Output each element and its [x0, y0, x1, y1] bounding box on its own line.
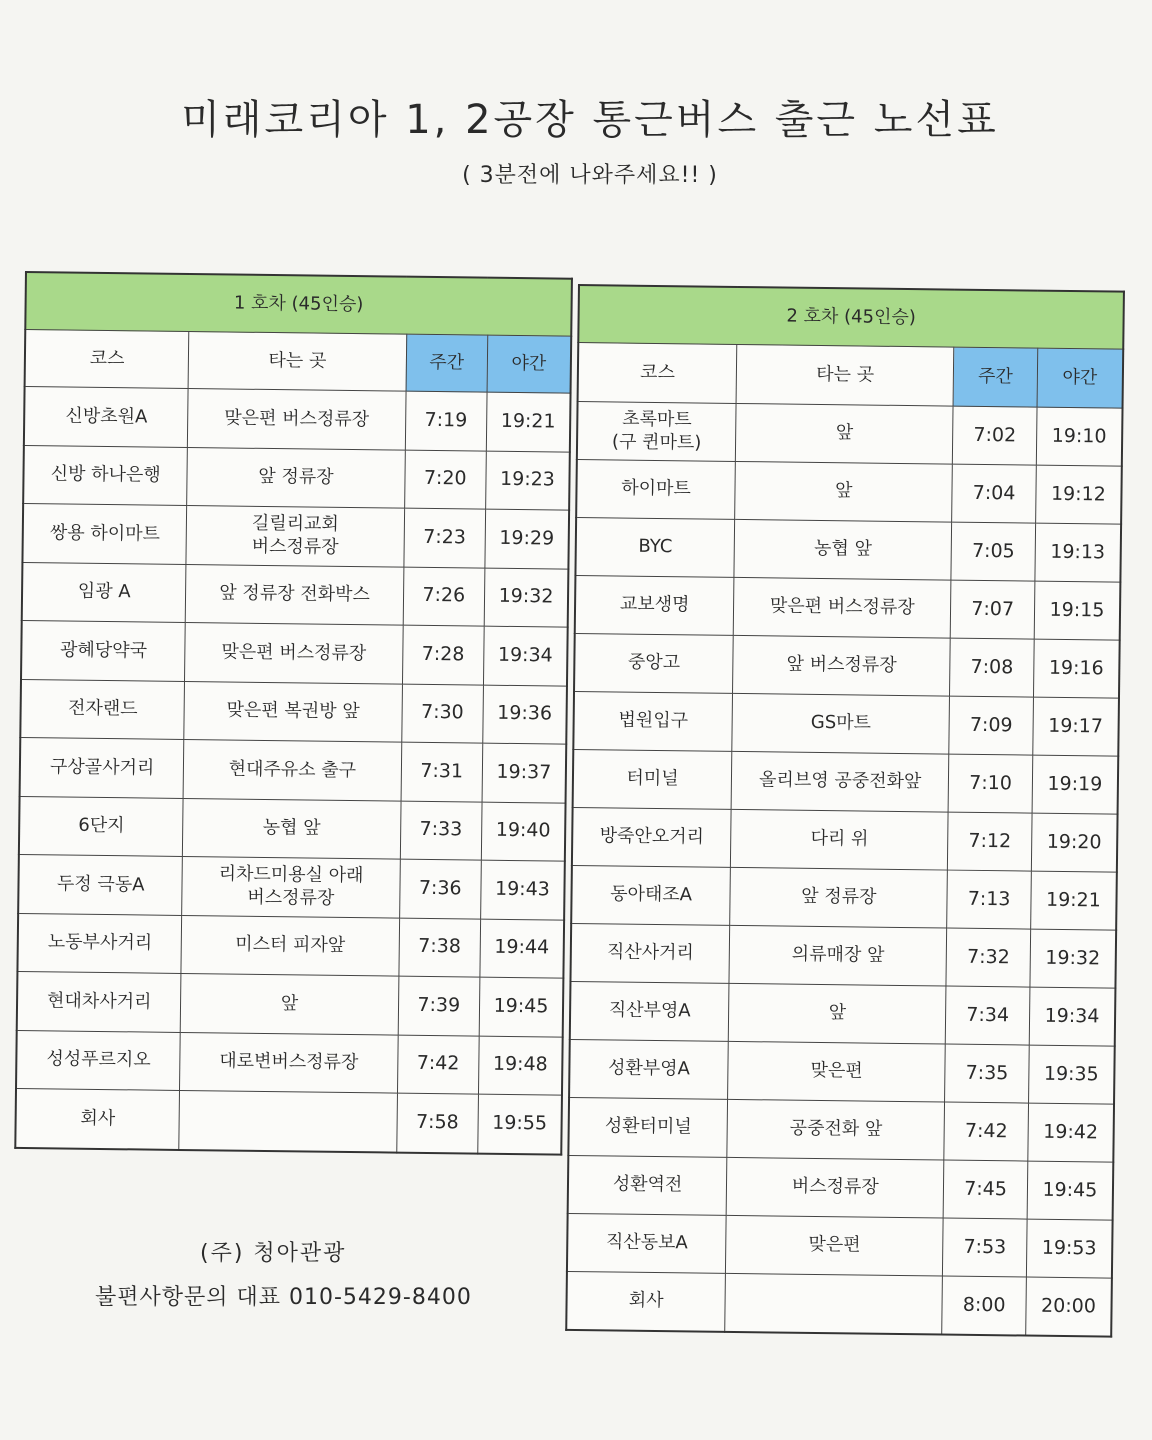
night-time-cell: 19:36 [483, 685, 567, 745]
stop-cell: 맞은편 버스정류장 [188, 389, 406, 450]
day-time-cell: 7:45 [943, 1160, 1027, 1219]
table-row [568, 1097, 1114, 1162]
table-row [577, 402, 1123, 467]
bus2-header: 2 호차 (45인승) [578, 285, 1124, 349]
stop-cell: 미스터 피자앞 [181, 915, 399, 976]
table-row [571, 865, 1117, 930]
night-time-cell: 19:13 [1035, 523, 1121, 582]
night-time-cell: 19:32 [1030, 929, 1116, 988]
course-cell: 전자랜드 [20, 679, 185, 739]
course-cell: BYC [575, 517, 734, 577]
night-time-cell: 19:29 [485, 509, 569, 569]
table-row [570, 923, 1116, 988]
stop-cell: 의류매장 앞 [729, 925, 947, 986]
course-cell: 성환터미널 [568, 1097, 727, 1157]
night-time-cell: 20:00 [1026, 1277, 1112, 1337]
stop-cell: 길릴리교회 버스정류장 [186, 505, 404, 566]
day-time-cell: 7:02 [953, 406, 1037, 465]
column-course: 코스 [25, 330, 190, 389]
course-cell: 회사 [15, 1088, 180, 1149]
stop-cell: 대로변버스정류장 [180, 1032, 398, 1093]
page-subtitle: ( 3분전에 나와주세요!! ) [462, 163, 718, 188]
day-time-cell: 7:07 [951, 580, 1035, 639]
stop-cell: 맞은편 복권방 앞 [184, 681, 402, 742]
table-row [17, 971, 564, 1036]
night-time-cell: 19:32 [484, 568, 568, 628]
course-cell: 신방초원A [24, 387, 189, 447]
stop-cell: 리차드미용실 아래 버스정류장 [182, 856, 400, 917]
day-time-cell: 7:13 [947, 870, 1031, 929]
table-row [22, 562, 569, 627]
night-time-cell: 19:48 [478, 1036, 562, 1096]
course-cell: 직산동보A [567, 1213, 726, 1273]
stop-cell: 맞은편 버스정류장 [185, 622, 403, 683]
day-time-cell: 7:35 [945, 1044, 1029, 1103]
stop-cell: 앞 [728, 983, 946, 1044]
table-row [570, 981, 1116, 1046]
table-row [15, 1088, 562, 1154]
column-night: 야간 [1037, 348, 1123, 408]
stop-cell: 맞은편 버스정류장 [733, 577, 951, 638]
day-time-cell: 7:20 [404, 450, 486, 509]
day-time-cell: 7:12 [948, 812, 1032, 871]
column-stop: 타는 곳 [188, 332, 406, 392]
stop-cell: 맞은편 [728, 1041, 946, 1102]
course-cell: 두정 극동A [18, 854, 183, 914]
course-cell: 초록마트 (구 퀸마트) [577, 402, 736, 462]
day-time-cell: 7:31 [401, 742, 483, 801]
table-row [16, 1030, 563, 1095]
table-row [21, 620, 568, 685]
night-time-cell: 19:45 [479, 977, 563, 1037]
night-time-cell: 19:55 [478, 1094, 562, 1154]
column-course: 코스 [578, 343, 737, 404]
night-time-cell: 19:42 [1028, 1103, 1114, 1162]
bus1-header: 1 호차 (45인승) [25, 272, 572, 336]
course-cell: 직산사거리 [570, 923, 729, 983]
day-time-cell: 7:08 [950, 638, 1034, 697]
day-time-cell: 7:34 [946, 986, 1030, 1045]
column-day: 주간 [953, 347, 1037, 407]
night-time-cell: 19:16 [1033, 639, 1119, 698]
day-time-cell: 7:04 [952, 464, 1036, 523]
course-cell: 중앙고 [574, 633, 733, 693]
column-stop: 타는 곳 [736, 344, 954, 406]
day-time-cell: 7:23 [403, 508, 485, 567]
day-time-cell: 7:32 [946, 928, 1030, 987]
day-time-cell: 7:05 [951, 522, 1035, 581]
stop-cell: 올리브영 공중전화앞 [731, 751, 949, 812]
column-day: 주간 [406, 334, 488, 392]
course-cell: 성환역전 [568, 1155, 727, 1215]
course-cell: 교보생명 [575, 575, 734, 635]
day-time-cell: 7:58 [396, 1093, 478, 1153]
night-time-cell: 19:37 [482, 743, 566, 803]
stop-cell: 현대주유소 출구 [183, 739, 401, 800]
day-time-cell: 7:26 [403, 567, 485, 626]
night-time-cell: 19:15 [1034, 581, 1120, 640]
night-time-cell: 19:20 [1031, 813, 1117, 872]
day-time-cell: 7:19 [405, 391, 487, 450]
course-cell: 현대차사거리 [17, 971, 182, 1031]
stop-cell: GS마트 [732, 693, 950, 754]
course-cell: 성성푸르지오 [16, 1030, 181, 1090]
course-cell: 쌍용 하이마트 [22, 503, 187, 563]
table-row [576, 459, 1122, 524]
table-row [22, 503, 569, 568]
stop-cell: 앞 [736, 403, 954, 464]
course-cell: 광혜당약국 [21, 620, 186, 680]
table-row [19, 796, 566, 861]
stop-cell: 맞은편 [726, 1215, 944, 1276]
table-row [566, 1271, 1112, 1336]
course-cell: 6단지 [19, 796, 184, 856]
table-row [574, 633, 1120, 698]
stop-cell: 다리 위 [731, 809, 949, 870]
table-row [569, 1039, 1115, 1104]
night-time-cell: 19:21 [486, 392, 570, 452]
day-time-cell: 7:38 [398, 918, 480, 977]
night-time-cell: 19:12 [1035, 465, 1121, 524]
course-cell: 노동부사거리 [17, 913, 182, 973]
night-time-cell: 19:53 [1026, 1219, 1112, 1278]
course-cell: 성환부영A [569, 1039, 728, 1099]
page-title: 미래코리아 1, 2공장 통근버스 출근 노선표 [181, 97, 999, 143]
bus1-rows [15, 387, 570, 1155]
stop-cell: 농협 앞 [734, 519, 952, 580]
table-row [20, 679, 567, 744]
course-cell: 회사 [566, 1271, 725, 1331]
course-cell: 하이마트 [576, 459, 735, 519]
night-time-cell: 19:21 [1031, 871, 1117, 930]
course-cell: 방죽안오거리 [572, 807, 731, 867]
day-time-cell: 7:10 [948, 754, 1032, 813]
day-time-cell: 7:36 [399, 859, 481, 918]
night-time-cell: 19:43 [481, 860, 565, 920]
company-name: (주) 청아관광 [200, 1241, 347, 1266]
night-time-cell: 19:17 [1033, 697, 1119, 756]
course-cell: 임광 A [22, 562, 187, 622]
night-time-cell: 19:34 [483, 626, 567, 686]
night-time-cell: 19:19 [1032, 755, 1118, 814]
course-cell: 터미널 [573, 749, 732, 809]
stop-cell: 앞 버스정류장 [733, 635, 951, 696]
night-time-cell: 19:45 [1027, 1161, 1113, 1220]
day-time-cell: 7:33 [400, 801, 482, 860]
day-time-cell: 7:09 [949, 696, 1033, 755]
stop-cell: 앞 [181, 973, 399, 1034]
table-row [17, 913, 564, 978]
table-row [24, 387, 571, 452]
day-time-cell: 7:42 [944, 1102, 1028, 1161]
column-night: 야간 [487, 335, 571, 393]
table-row [573, 691, 1119, 756]
course-cell: 법원입구 [573, 691, 732, 751]
table-row [20, 737, 567, 802]
course-cell: 동아태조A [571, 865, 730, 925]
day-time-cell: 7:42 [397, 1035, 479, 1094]
course-cell: 구상골사거리 [20, 737, 185, 797]
course-cell: 직산부영A [570, 981, 729, 1041]
contact-info: 불편사항문의 대표 010-5429-8400 [95, 1285, 472, 1310]
stop-cell: 앞 정류장 전화박스 [186, 564, 404, 625]
table-row [572, 807, 1118, 872]
table-row [567, 1213, 1113, 1278]
day-time-cell: 8:00 [942, 1276, 1026, 1336]
table-row [575, 517, 1121, 582]
day-time-cell: 7:39 [398, 976, 480, 1035]
stop-cell: 농협 앞 [183, 798, 401, 859]
night-time-cell: 19:23 [486, 451, 570, 511]
table-row [18, 854, 565, 919]
stop-cell: 앞 정류장 [187, 447, 405, 508]
stop-cell: 앞 [735, 461, 953, 522]
night-time-cell: 19:35 [1028, 1045, 1114, 1104]
table-row [568, 1155, 1114, 1220]
table-row [23, 445, 570, 510]
bus2-schedule-table [565, 284, 1125, 1338]
stop-cell [179, 1090, 397, 1152]
night-time-cell: 19:44 [480, 919, 564, 979]
day-time-cell: 7:28 [402, 625, 484, 684]
stop-cell [725, 1273, 943, 1334]
bus1-schedule-table [14, 271, 573, 1155]
course-cell: 신방 하나은행 [23, 445, 188, 505]
night-time-cell: 19:40 [481, 802, 565, 862]
night-time-cell: 19:34 [1029, 987, 1115, 1046]
bus2-rows [566, 402, 1122, 1337]
stop-cell: 버스정류장 [726, 1157, 944, 1218]
stop-cell: 앞 정류장 [730, 867, 948, 928]
table-row [573, 749, 1119, 814]
stop-cell: 공중전화 앞 [727, 1099, 945, 1160]
night-time-cell: 19:10 [1036, 407, 1122, 466]
day-time-cell: 7:30 [401, 684, 483, 743]
day-time-cell: 7:53 [943, 1218, 1027, 1277]
table-row [575, 575, 1121, 640]
